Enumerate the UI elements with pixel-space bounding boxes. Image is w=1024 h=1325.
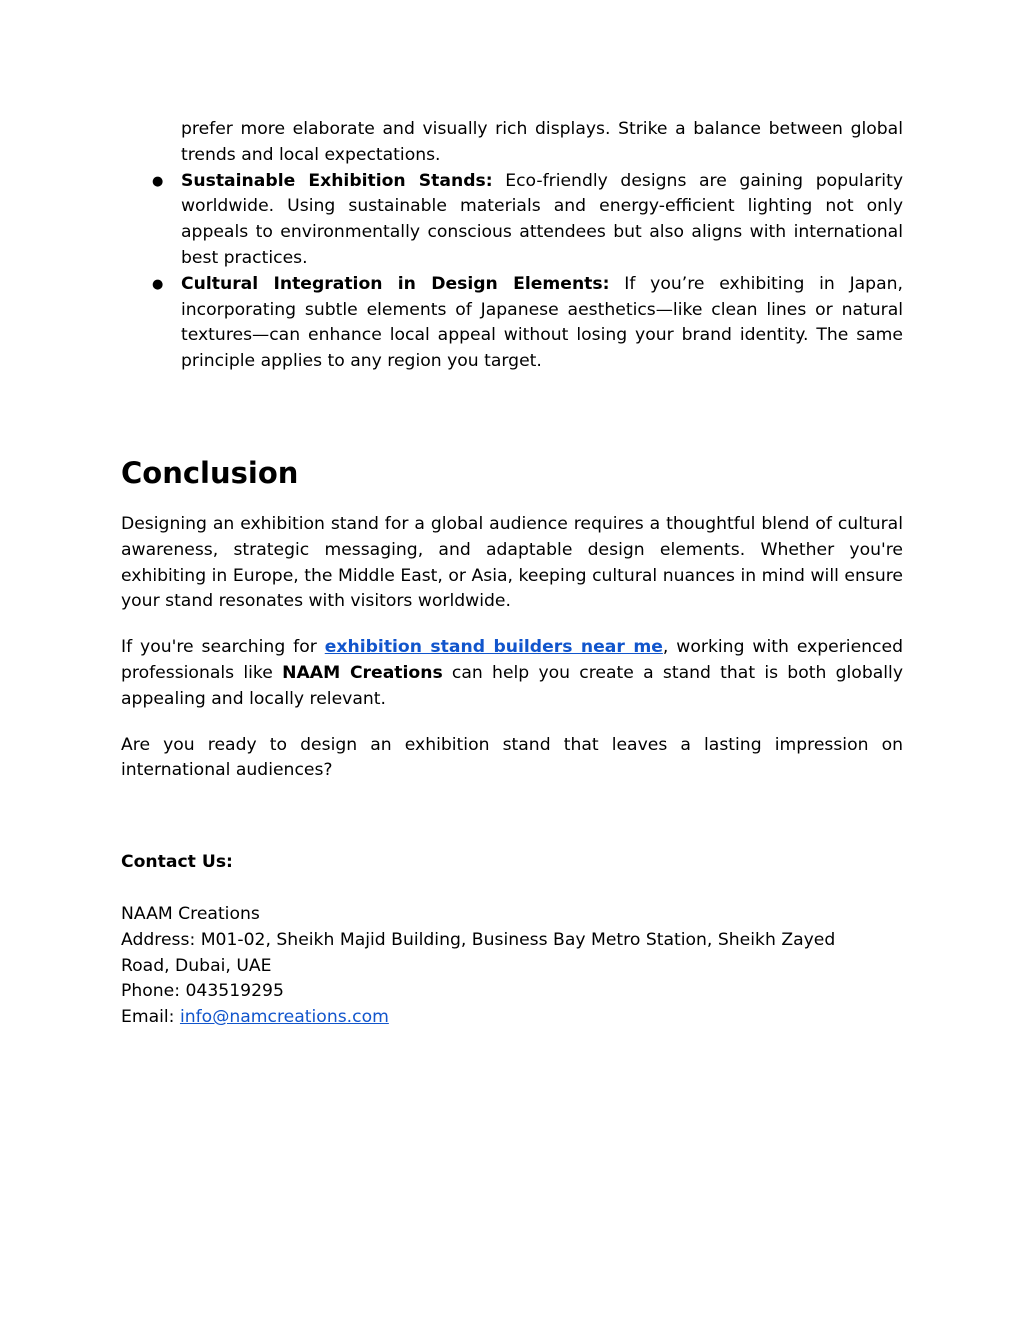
paragraph-text: can help you create a stand that is both globally appealing and locally relevant. bbox=[121, 662, 903, 709]
conclusion-paragraph-3: Are you ready to design an exhibition stand that leaves a lasting impression on international audiences? bbox=[121, 734, 903, 781]
contact-address-line-2: Road, Dubai, UAE bbox=[121, 955, 272, 976]
contact-address-line-1: Address: M01-02, Sheikh Majid Building, Business Bay Metro Station, Sheikh Zayed bbox=[121, 929, 836, 950]
bullet-icon: ● bbox=[152, 173, 164, 189]
bullet-list bbox=[121, 117, 903, 375]
bullet-continuation-text: prefer more elaborate and visually rich displays. Strike a balance between global trends and local expectations. bbox=[181, 119, 903, 165]
bullet-continuation bbox=[121, 117, 903, 169]
contact-company: NAAM Creations bbox=[121, 903, 260, 924]
bullet-title: Sustainable Exhibition Stands: bbox=[181, 170, 493, 191]
company-name-bold: NAAM Creations bbox=[282, 662, 443, 683]
contact-email-line bbox=[121, 1005, 903, 1031]
bullet-icon: ● bbox=[152, 276, 164, 292]
paragraph-text: , working with experienced professionals like bbox=[121, 637, 903, 683]
bullet-text: Eco-friendly designs are gaining popularity worldwide. Using sustainable materials and energy-efficient lighting not only appeals to environmentally conscious attendees but also aligns with international best practices. bbox=[181, 170, 903, 268]
bullet-text: If you’re exhibiting in Japan, incorporating subtle elements of Japanese aesthetics—like clean lines or natural textures—can enhance local appeal without losing your brand identity. The same principle applies to any region you target. bbox=[181, 273, 903, 372]
conclusion-paragraph-2 bbox=[121, 635, 903, 712]
bullet-title: Cultural Integration in Design Elements: bbox=[181, 273, 610, 294]
contact-email-link[interactable]: info@namcreations.com bbox=[179, 1007, 389, 1028]
contact-heading: Contact Us: bbox=[121, 852, 233, 873]
conclusion-heading: Conclusion bbox=[121, 455, 299, 490]
paragraph-text: If you're searching for bbox=[121, 637, 325, 658]
contact-phone: Phone: 043519295 bbox=[121, 981, 284, 1002]
page-content bbox=[121, 117, 903, 1031]
exhibition-stand-builders-link[interactable]: exhibition stand builders near me bbox=[324, 637, 663, 658]
contact-block bbox=[121, 902, 903, 1031]
bullet-item-cultural-integration bbox=[121, 272, 903, 375]
contact-email-label: Email: bbox=[121, 1007, 180, 1028]
conclusion-paragraph-1: Designing an exhibition stand for a global audience requires a thoughtful blend of cultural awareness, strategic messaging, and adaptable design elements. Whether you're exhibiting in Europe, the Middle East, or Asia, keeping cultural nuances in mind will ensure your stand resonates with visitors worldwide. bbox=[121, 513, 903, 612]
bullet-item-sustainable-stands bbox=[121, 169, 903, 272]
